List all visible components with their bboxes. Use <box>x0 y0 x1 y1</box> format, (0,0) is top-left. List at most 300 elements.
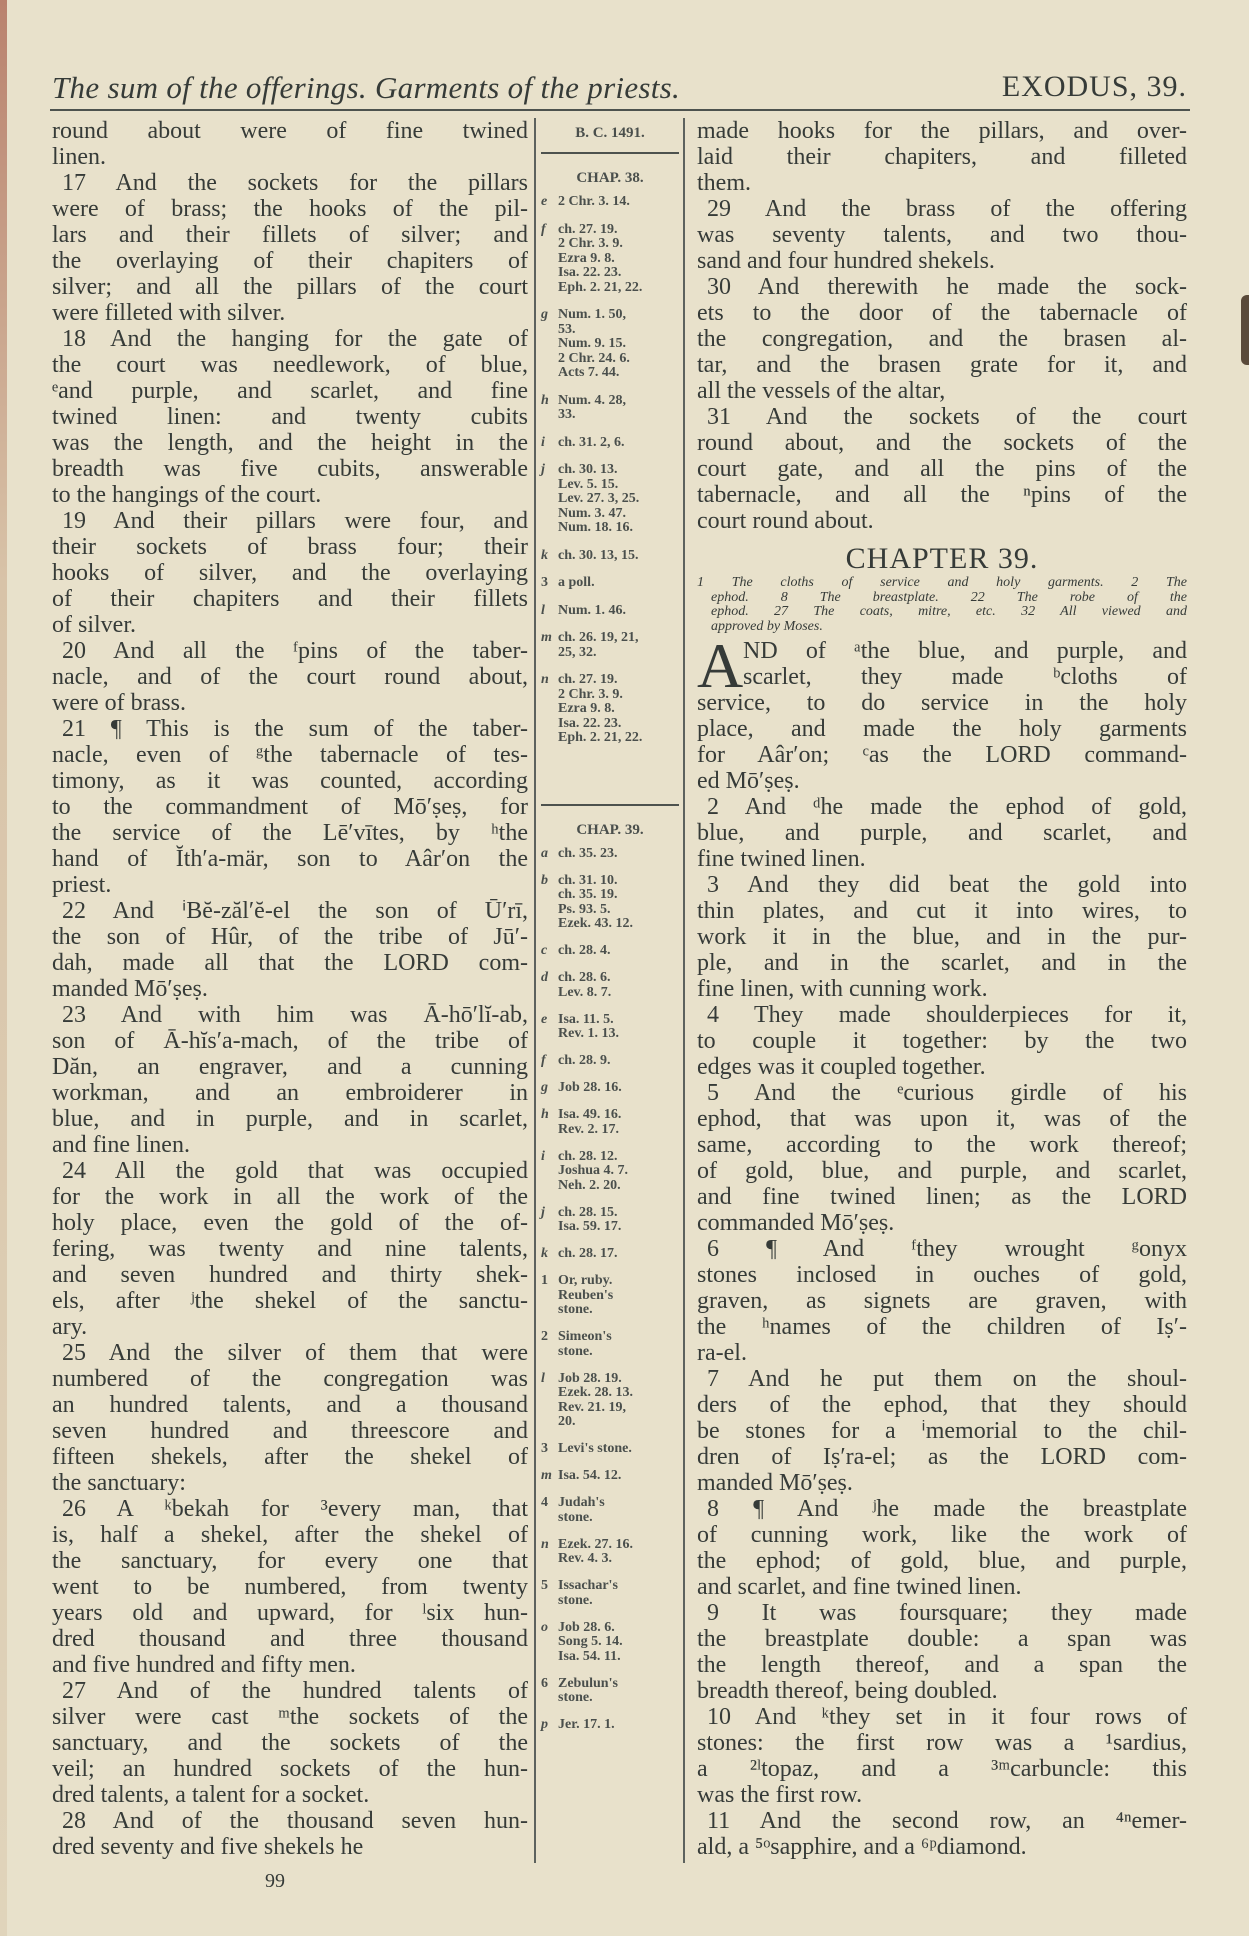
reference-mark: c <box>541 943 548 958</box>
reference-line: ch. 28. 4. <box>558 943 611 958</box>
text-line: for Aâr′on; ᶜas the LORD command- <box>697 742 1187 768</box>
text-line: work it in the blue, and in the pur- <box>697 924 1187 950</box>
drop-cap: A <box>697 630 744 701</box>
cross-reference <box>537 1054 683 1069</box>
reference-line: Issachar's <box>558 1578 618 1593</box>
reference-lines <box>558 1274 613 1318</box>
reference-lines <box>558 1496 605 1525</box>
text-line: els, after ʲthe shekel of the sanctu- <box>52 1288 528 1314</box>
text-line: fine linen, with cunning work. <box>697 976 988 1002</box>
cross-reference <box>537 223 683 296</box>
margin-right-rule <box>683 118 685 1863</box>
text-line: court round about. <box>697 508 874 534</box>
reference-mark: 3 <box>541 1441 548 1456</box>
text-line: ald, a ⁵ᵒsapphire, and a ⁶ᵖdiamond. <box>697 1834 1027 1860</box>
summary-line: 1 The cloths of service and holy garments. 2 The <box>697 575 1187 590</box>
reference-line: Rev. 2. 17. <box>558 1121 620 1137</box>
reference-line: Ezek. 28. 13. <box>558 1385 634 1400</box>
text-line: fine twined linen. <box>697 846 866 872</box>
reference-line: Ezek. 27. 16. <box>558 1536 634 1552</box>
reference-line: ch. 28. 12. <box>558 1148 618 1164</box>
reference-line: 25, 32. <box>558 644 597 660</box>
reference-mark: m <box>541 630 552 645</box>
reference-line: stone. <box>558 1302 593 1317</box>
reference-line: 2 Chr. 3. 9. <box>558 236 623 251</box>
reference-line: stone. <box>558 1690 593 1705</box>
text-line: 24 All the gold that was occupied <box>62 1158 528 1184</box>
cross-reference <box>537 1469 683 1484</box>
reference-line: 20. <box>558 1414 576 1429</box>
margin-left-rule <box>534 118 536 1863</box>
reference-mark: h <box>541 1107 549 1122</box>
cross-reference <box>537 549 683 564</box>
text-line: 26 A ᵏbekah for ³every man, that <box>62 1496 528 1522</box>
cross-reference <box>537 1150 683 1194</box>
text-line: 6 ¶ And ᶠthey wrought ᵍonyx <box>707 1236 1187 1262</box>
reference-mark: o <box>541 1619 548 1635</box>
reference-lines <box>558 1330 612 1359</box>
cross-reference <box>537 394 683 423</box>
reference-mark: 6 <box>541 1675 548 1691</box>
reference-line: Or, ruby. <box>558 1273 613 1288</box>
text-line: veil; an hundred sockets of the hun- <box>52 1756 528 1782</box>
reference-line: Isa. 22. 23. <box>558 715 622 731</box>
reference-line: Reuben's <box>558 1287 614 1303</box>
cross-reference <box>537 1013 683 1042</box>
cross-reference <box>537 604 683 619</box>
reference-line: Rev. 1. 13. <box>558 1026 620 1041</box>
text-line: to the hangings of the court. <box>52 482 322 508</box>
text-line: 19 And their pillars were four, and <box>62 508 528 534</box>
reference-mark: e <box>541 1011 548 1027</box>
reference-line: ch. 26. 19, 21, <box>558 630 639 645</box>
cross-reference <box>537 1081 683 1096</box>
reference-line: Song 5. 14. <box>558 1634 623 1649</box>
reference-mark: 5 <box>541 1578 548 1593</box>
cross-reference <box>537 576 683 591</box>
text-line: 22 And ⁱBĕ-zăl′ĕ-el the son of Ū′rī, <box>62 898 528 924</box>
reference-line: Zebulun's <box>558 1675 618 1691</box>
reference-line: Ezek. 43. 12. <box>558 916 634 931</box>
text-line: ra-el. <box>697 1340 747 1366</box>
text-line: laid their chapiters, and filleted <box>697 144 1187 170</box>
reference-lines <box>558 1054 611 1069</box>
text-line: sanctuary, and the sockets of the <box>52 1730 528 1756</box>
text-line: the son of Hûr, of the tribe of Jū′- <box>52 924 528 950</box>
reference-lines <box>558 1247 618 1262</box>
text-line: the overlaying of their chapiters of <box>52 248 528 274</box>
text-line: and five hundred and fifty men. <box>52 1652 356 1678</box>
right-text-column <box>697 118 1187 1860</box>
cross-reference <box>537 1442 683 1457</box>
text-line: the sanctuary, for every one that <box>52 1548 528 1574</box>
reference-lines <box>558 1718 615 1733</box>
reference-line: ch. 27. 19. <box>558 672 618 687</box>
cross-reference <box>537 944 683 959</box>
margin-chapter-heading: CHAP. 39. <box>576 821 644 838</box>
reference-mark: 3 <box>541 575 548 590</box>
reference-lines <box>558 463 639 536</box>
reference-line: stone. <box>558 1509 593 1525</box>
text-line: 4 They made shoulderpieces for it, <box>707 1002 1187 1028</box>
text-line: the court was needlework, of blue, <box>52 352 528 378</box>
text-line: blue, and in purple, and in scarlet, <box>52 1106 528 1132</box>
reference-lines <box>558 1081 622 1096</box>
text-line: was the length, and the height in the <box>52 430 528 456</box>
margin-rule <box>541 152 679 154</box>
text-line: lars and their fillets of silver; and <box>52 222 528 248</box>
margin-chapter-heading: CHAP. 38. <box>576 170 644 186</box>
text-line: 27 And of the hundred talents of <box>62 1678 528 1704</box>
text-line: the breastplate double: a span was <box>697 1626 1187 1652</box>
reference-mark: g <box>541 307 548 322</box>
text-line: blue, and purple, and scarlet, and <box>697 820 1187 846</box>
reference-lines <box>558 195 630 210</box>
reference-line: Lev. 5. 15. <box>558 476 619 492</box>
reference-line: a poll. <box>558 575 595 590</box>
reference-mark: 1 <box>541 1273 548 1288</box>
cross-reference <box>537 1108 683 1137</box>
text-line: 29 And the brass of the offering <box>707 196 1187 222</box>
text-line: was the first row. <box>697 1782 863 1808</box>
cross-reference <box>537 1677 683 1706</box>
reference-line: Isa. 54. 12. <box>558 1468 622 1483</box>
cross-reference-margin <box>537 118 683 1745</box>
text-line: of their chapiters and their fillets <box>52 586 528 612</box>
text-line: the length thereof, and a span the <box>697 1652 1187 1678</box>
text-line: and seven hundred and thirty shek- <box>52 1262 528 1288</box>
reference-line: Lev. 27. 3, 25. <box>558 491 640 506</box>
text-line: 21 ¶ This is the sum of the taber- <box>62 716 528 742</box>
reference-lines <box>558 1579 618 1608</box>
reference-line: ch. 35. 19. <box>558 887 618 902</box>
text-line: silver were cast ᵐthe sockets of the <box>52 1704 528 1730</box>
page-edge-stain <box>0 0 7 1936</box>
reference-mark: m <box>541 1468 552 1483</box>
reference-mark: k <box>541 547 548 563</box>
text-line: of cunning work, like the work of <box>697 1522 1187 1548</box>
reference-lines <box>558 436 625 451</box>
reference-line: ch. 35. 23. <box>558 845 618 861</box>
text-line: manded Mō′ṣeṣ. <box>697 1470 853 1496</box>
reference-line: Simeon's <box>558 1329 612 1344</box>
summary-line: ephod. 27 The coats, mitre, etc. 32 All viewed and <box>711 604 1187 619</box>
cross-reference <box>537 847 683 862</box>
text-line: the ʰnames of the children of Iṣ′- <box>697 1314 1187 1340</box>
reference-line: ch. 27. 19. <box>558 221 618 237</box>
text-line: tar, and the brasen grate for it, and <box>697 352 1187 378</box>
reference-lines <box>558 673 642 746</box>
cross-reference <box>537 874 683 932</box>
text-line: ND of ᵃthe blue, and purple, and <box>743 638 1187 664</box>
cross-reference <box>537 1496 683 1525</box>
text-line: linen. <box>52 144 106 170</box>
text-line: place, and made the holy garments <box>697 716 1187 742</box>
reference-line: Neh. 2. 20. <box>558 1177 621 1193</box>
reference-lines <box>558 1013 619 1042</box>
cross-reference <box>537 308 683 381</box>
reference-line: ch. 31. 10. <box>558 872 618 888</box>
reference-line: Lev. 8. 7. <box>558 984 612 1000</box>
reference-lines <box>558 604 626 619</box>
page-number: 99 <box>265 1870 285 1892</box>
reference-mark: i <box>541 434 545 450</box>
reference-mark: i <box>541 1148 545 1164</box>
reference-line: Isa. 54. 11. <box>558 1648 621 1664</box>
reference-line: Isa. 59. 17. <box>558 1219 622 1234</box>
text-line: service, to do service in the holy <box>697 690 1187 716</box>
text-line: went to be numbered, from twenty <box>52 1574 528 1600</box>
text-line: graven, as signets are graven, with <box>697 1288 1187 1314</box>
text-line: 31 And the sockets of the court <box>707 404 1187 430</box>
reference-line: 2 Chr. 3. 9. <box>558 686 623 702</box>
reference-line: Eph. 2. 21, 22. <box>558 730 643 745</box>
reference-line: Ezra 9. 8. <box>558 250 615 266</box>
era-date: B. C. 1491. <box>575 125 645 141</box>
text-line: breadth was five cubits, answerable <box>52 456 528 482</box>
reference-line: 53. <box>558 321 576 337</box>
reference-line: Isa. 11. 5. <box>558 1011 614 1027</box>
text-line: 25 And the silver of them that were <box>62 1340 528 1366</box>
text-line: son of Ā-hĭs′a-mach, of the tribe of <box>52 1028 528 1054</box>
reference-line: Num. 1. 46. <box>558 602 627 618</box>
thumb-index-tab <box>1241 295 1249 365</box>
text-line: holy place, even the gold of the of- <box>52 1210 528 1236</box>
text-line: of gold, blue, and purple, and scarlet, <box>697 1158 1187 1184</box>
cross-reference <box>537 631 683 660</box>
reference-line: ch. 28. 9. <box>558 1053 611 1068</box>
text-line: numbered of the congregation was <box>52 1366 528 1392</box>
reference-lines <box>558 874 633 932</box>
text-line: dred thousand and three thousand <box>52 1626 528 1652</box>
text-line: 23 And with him was Ā-hō′lĭ-ab, <box>62 1002 528 1028</box>
reference-line: ch. 31. 2, 6. <box>558 434 625 450</box>
reference-lines <box>558 1442 632 1457</box>
text-line: of silver. <box>52 612 136 638</box>
text-line: for the work in all the work of the <box>52 1184 528 1210</box>
text-line: an hundred talents, and a thousand <box>52 1392 528 1418</box>
text-line: 2 And ᵈhe made the ephod of gold, <box>707 794 1187 820</box>
reference-line: Rev. 4. 3. <box>558 1551 613 1566</box>
reference-line: Isa. 22. 23. <box>558 265 622 280</box>
reference-mark: h <box>541 392 549 408</box>
cross-reference <box>537 195 683 210</box>
text-line: timony, as it was counted, according <box>52 768 528 794</box>
text-line: ephod, that was upon it, was of the <box>697 1106 1187 1132</box>
reference-line: Num. 1. 50, <box>558 307 627 322</box>
cross-reference <box>537 1372 683 1430</box>
reference-line: ch. 28. 17. <box>558 1246 618 1261</box>
text-line: the sanctuary: <box>52 1470 186 1496</box>
reference-line: Isa. 49. 16. <box>558 1107 622 1122</box>
running-head-topics: The sum of the offerings. Garments of the priests. <box>52 70 681 105</box>
chapter-summary <box>697 576 1187 634</box>
reference-line: ch. 30. 13. <box>558 462 618 477</box>
reference-mark: b <box>541 872 548 888</box>
reference-mark: k <box>541 1246 548 1261</box>
reference-lines <box>558 1621 623 1665</box>
reference-line: ch. 28. 15. <box>558 1204 618 1220</box>
reference-mark: 4 <box>541 1495 548 1510</box>
text-line: ᵉand purple, and scarlet, and fine <box>52 378 528 404</box>
reference-lines <box>558 223 642 296</box>
cross-reference <box>537 1247 683 1262</box>
reference-mark: p <box>541 1717 548 1732</box>
text-line: were filleted with silver. <box>52 300 286 326</box>
text-line: breadth thereof, being doubled. <box>697 1678 998 1704</box>
text-line: 17 And the sockets for the pillars <box>62 170 528 196</box>
reference-line: Ps. 93. 5. <box>558 901 611 917</box>
chapter-heading: CHAPTER 39. <box>845 542 1039 575</box>
text-line: 7 And he put them on the shoul- <box>707 1366 1187 1392</box>
text-line: fering, was twenty and nine talents, <box>52 1236 528 1262</box>
text-line: their sockets of brass four; their <box>52 534 528 560</box>
text-line: stones inclosed in ouches of gold, <box>697 1262 1187 1288</box>
reference-line: Num. 9. 15. <box>558 336 627 351</box>
text-line: manded Mō′ṣeṣ. <box>52 976 208 1002</box>
cross-reference <box>537 463 683 536</box>
text-line: were of brass. <box>52 690 186 716</box>
reference-lines <box>558 971 611 1000</box>
cross-reference <box>537 1274 683 1318</box>
cross-reference <box>537 1718 683 1733</box>
text-line: 18 And the hanging for the gate of <box>62 326 528 352</box>
reference-line: ch. 28. 6. <box>558 970 611 985</box>
reference-mark: 2 <box>541 1329 548 1344</box>
text-line: ple, and in the scarlet, and in the <box>697 950 1187 976</box>
reference-line: Judah's <box>558 1495 605 1510</box>
text-line: court gate, and all the pins of the <box>697 456 1187 482</box>
cross-reference <box>537 1621 683 1665</box>
text-line: all the vessels of the altar, <box>697 378 946 404</box>
reference-line: Num. 18. 16. <box>558 520 634 535</box>
text-line: nacle, even of ᵍthe tabernacle of tes- <box>52 742 528 768</box>
text-line: seven hundred and threescore and <box>52 1418 528 1444</box>
text-line: priest. <box>52 872 112 898</box>
reference-line: Job 28. 16. <box>558 1080 622 1095</box>
text-line: dred seventy and five shekels he <box>52 1834 364 1860</box>
cross-reference <box>537 1538 683 1567</box>
cross-reference <box>537 673 683 746</box>
text-line: silver; and all the pillars of the court <box>52 274 528 300</box>
text-line: fifteen shekels, after the shekel of <box>52 1444 528 1470</box>
text-line: nacle, and of the court round about, <box>52 664 528 690</box>
reference-line: Eph. 2. 21, 22. <box>558 279 643 295</box>
text-line: ary. <box>52 1314 88 1340</box>
text-line: scarlet, they made ᵇcloths of <box>743 664 1187 690</box>
cross-reference <box>537 971 683 1000</box>
text-line: years old and upward, for ˡsix hun- <box>52 1600 528 1626</box>
text-line: is, half a shekel, after the shekel of <box>52 1522 528 1548</box>
reference-mark: l <box>541 602 545 618</box>
reference-line: Joshua 4. 7. <box>558 1163 629 1178</box>
reference-line: Ezra 9. 8. <box>558 701 615 716</box>
reference-line: stone. <box>558 1592 593 1608</box>
margin-rule <box>541 804 679 806</box>
text-line: the congregation, and the brasen al- <box>697 326 1187 352</box>
reference-mark: j <box>541 1204 545 1220</box>
reference-mark: g <box>541 1080 548 1095</box>
reference-lines <box>558 576 595 591</box>
reference-mark: a <box>541 845 548 861</box>
text-line: 3 And they did beat the gold into <box>707 872 1187 898</box>
running-head-book-chapter: EXODUS, 39. <box>1001 70 1187 103</box>
text-line: ets to the door of the tabernacle of <box>697 300 1187 326</box>
text-line: 10 And ᵏthey set in it four rows of <box>707 1704 1187 1730</box>
text-line: to couple it together: by the two <box>697 1028 1187 1054</box>
reference-line: Rev. 21. 19, <box>558 1399 627 1415</box>
text-line: and fine linen. <box>52 1132 190 1158</box>
cross-reference <box>537 436 683 451</box>
left-text-column <box>52 118 528 1860</box>
text-line: the service of the Lē′vītes, by ʰthe <box>52 820 528 846</box>
reference-lines <box>558 1538 633 1567</box>
reference-line: Jer. 17. 1. <box>558 1717 615 1732</box>
text-line: sand and four hundred shekels. <box>697 248 995 274</box>
reference-line: Job 28. 6. <box>558 1619 615 1635</box>
text-line: the ephod; of gold, blue, and purple, <box>697 1548 1187 1574</box>
reference-lines <box>558 1206 621 1235</box>
header-rule <box>50 109 1190 111</box>
text-line: workman, and an embroiderer in <box>52 1080 528 1106</box>
reference-line: Job 28. 19. <box>558 1370 622 1386</box>
text-line: 11 And the second row, an ⁴ⁿemer- <box>707 1808 1187 1834</box>
text-line: were of brass; the hooks of the pil- <box>52 196 528 222</box>
reference-mark: j <box>541 462 545 477</box>
text-line: dren of Iṣ′ra-el; as the LORD com- <box>697 1444 1187 1470</box>
reference-line: Acts 7. 44. <box>558 365 620 380</box>
cross-reference <box>537 1579 683 1608</box>
text-line: dah, made all that the LORD com- <box>52 950 528 976</box>
text-line: ders of the ephod, that they should <box>697 1392 1187 1418</box>
text-line: 30 And therewith he made the sock- <box>707 274 1187 300</box>
cross-reference <box>537 1206 683 1235</box>
reference-mark: f <box>541 221 546 237</box>
text-line: 20 And all the ᶠpins of the taber- <box>62 638 528 664</box>
text-line: commanded Mō′ṣeṣ. <box>697 1210 895 1236</box>
reference-lines <box>558 1372 633 1430</box>
text-line: Dăn, an engraver, and a cunning <box>52 1054 528 1080</box>
reference-lines <box>558 308 630 381</box>
summary-line: ephod. 8 The breastplate. 22 The robe of the <box>711 589 1187 605</box>
reference-mark: e <box>541 194 548 209</box>
text-line: twined linen: and twenty cubits <box>52 404 528 430</box>
text-line: and fine twined linen; as the LORD <box>697 1184 1187 1210</box>
reference-lines <box>558 1677 618 1706</box>
reference-lines <box>558 631 639 660</box>
reference-lines <box>558 394 626 423</box>
reference-line: 2 Chr. 24. 6. <box>558 350 630 366</box>
text-line: hand of Ĭth′a-mär, son to Aâr′on the <box>52 846 528 872</box>
reference-lines <box>558 549 639 564</box>
text-line: ed Mō′ṣeṣ. <box>697 768 800 794</box>
reference-lines <box>558 944 611 959</box>
text-line: 28 And of the thousand seven hun- <box>62 1808 528 1834</box>
reference-mark: l <box>541 1370 545 1386</box>
text-line: and scarlet, and fine twined linen. <box>697 1574 1022 1600</box>
reference-line: Num. 4. 28, <box>558 392 627 408</box>
reference-lines <box>558 1150 628 1194</box>
reference-line: Levi's stone. <box>558 1441 632 1456</box>
reference-lines <box>558 1108 621 1137</box>
reference-line: stone. <box>558 1343 593 1359</box>
reference-mark: n <box>541 672 549 687</box>
reference-line: 2 Chr. 3. 14. <box>558 194 630 209</box>
text-line: tabernacle, and all the ⁿpins of the <box>697 482 1187 508</box>
reference-line: 33. <box>558 407 576 422</box>
cross-reference <box>537 1330 683 1359</box>
text-line: stones: the first row was a ¹sardius, <box>697 1730 1187 1756</box>
